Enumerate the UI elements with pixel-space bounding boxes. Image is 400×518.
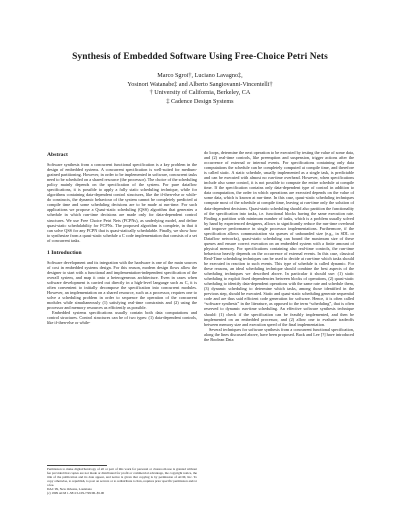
abstract-heading: Abstract xyxy=(47,152,68,158)
right-column xyxy=(204,150,354,342)
introduction-paragraph-1: Software development and its integration with the hardware is one of the main sources of cost in embedded systems design. For this reason, modern design flows allow the designer to start with a functional and implementation-independent specification of the overall system, and map it onto a heterogeneous architecture. Even in cases when software development is carried out directly in a high-level language such as C, it is often convenient to initially decompose the specification into concurrent modules. However, an implementation on a shared resource, such as a processor, requires one to solve a scheduling problem in order to sequence the operation of the concurrent modules while simultaneously (1) satisfying real-time constraints and (2) using the processor and memory resources as efficiently as possible. xyxy=(47,259,197,311)
copyright-footnote xyxy=(47,467,197,495)
author-line-1: Marco Sgroi†, Luciano Lavagno‡, xyxy=(157,72,243,79)
affiliation-berkeley: † University of California, Berkeley, CA xyxy=(149,89,251,97)
author-line-2: Yosinori Watanabe‡ and Alberto Sangiovanni-Vincentelli† xyxy=(127,80,273,88)
paper-title: Synthesis of Embedded Software Using Free-Choice Petri Nets xyxy=(72,52,328,62)
introduction-section xyxy=(47,250,197,326)
footnote-conference: DAC 99, New Orleans, Louisiana xyxy=(47,487,92,491)
introduction-heading: 1 Introduction xyxy=(47,249,82,256)
footnote-permission: Permission to make digital/hardcopy of all or part of this work for personal or classroom use is granted without fee provided that copies are not made or distributed for profit or commercial advantage, the copyright notice, the title of the publication and its date appear, and notice is given that copying is by permission of ACM, Inc. To copy otherwise, to republish, to post on servers or to redistribute to lists, requires prior specific permission and/or a fee. xyxy=(47,467,197,487)
abstract-section xyxy=(47,152,197,243)
abstract-text: Software synthesis from a concurrent functional specification is a key problem in the design of embedded systems. A concurrent specification is well-suited for medium-grained partitioning. However, in order to be implemented in software, concurrent tasks need to be scheduled on a shared resource (the processor). The choice of the scheduling policy mainly depends on the specification of the system. For pure dataflow specifications, it is possible to apply a fully static scheduling technique, while for algorithms containing data-dependent control structures, like the if-then-else or while-do constructs, the dynamic behaviour of the system cannot be completely predicted at compile time and some scheduling decisions are to be made at run-time. For such applications we propose a Quasi-static scheduling (QSS) algorithm that generates a schedule in which run-time decisions are made only for data-dependent control structures. We use Free Choice Petri Nets (FCPNs), as underlying model, and define quasi-static schedulability for FCPNs. The proposed algorithm is complete, in that it can solve QSS for any FCPN that is quasi-statically schedulable. Finally, we show how to synthesize from a quasi-static schedule a C code implementation that consists of a set of concurrent tasks. xyxy=(47,162,197,243)
footnote-copyright: (c) 1999 ACM 1-58113-109-7/99/06..$5.00 xyxy=(47,491,105,495)
left-column xyxy=(47,152,197,330)
footnote-rule xyxy=(47,465,107,466)
author-block xyxy=(20,72,380,106)
right-paragraph-1: do loops, determine the next operation to be executed by testing the value of some data, and (2) real-time controls, like preemption and suspension, trigger actions after the occurrence of external or internal events. For specifications containing only data computations the schedule can be completely computed at compile time, and therefore is called static. A static schedule, usually implemented as a single task, is predictable and can be executed with almost no run-time overhead. However, when specifications include also some control, it is not possible to compute the entire schedule at compile time. If the specification contains only data-dependent type of control in addition to data computation, the order in which operations are executed depends on the value of some data, which is known at run-time. In this case, quasi-static scheduling techniques compute most of the schedule at compile time, leaving at run-time only the solution of data-dependent decisions. Quasi-static scheduling should also partition the functionality of the specification into tasks, i.e. functional blocks having the same execution rate. Finding a partition with minimum number of tasks, which is a problem usually solved by hand by experienced designers, allows to significantly reduce the run-time overhead and improve performance in single processor implementations. Furthermore, if the specification allows communication via queues of unbounded size (e.g., in SDL or Dataflow networks), quasi-static scheduling can bound the maximum size of these queues and ensure correct execution on an embedded system with a finite amount of physical memory. For specifications containing also real-time controls, the run-time behaviour heavily depends on the occurrence of external events. In this case, classical Real-Time scheduling techniques can be used to decide at run-time which tasks should be executed in reaction to such events. This type of schedule is called dynamic. For these reasons, an ideal scheduling technique should combine the best aspects of the scheduling techniques we described above. In particular it should use: (1) static scheduling to exploit fixed dependencies between blocks of operations, (2) quasi-static scheduling to identify data-dependent operations with the same rate and schedule them, (3) dynamic scheduling to determine which tasks, among those identified in the previous step, should be executed. Static and quasi-static scheduling generate sequential code and are thus said efficient code generation for software. Hence, it is often called “software synthesis” in the literature, as opposed to the term “scheduling”, that is often reserved to dynamic run-time scheduling. An effective software synthesis technique should: (1) check if the specification can be feasibly implemented, and then be implemented on an embedded processor, and (2) allow one to evaluate tradeoffs between memory size and execution speed of the final implementation. xyxy=(204,150,354,327)
right-paragraph-2: Several techniques for software synthesis from a concurrent functional specification, along the lines discussed above, have been proposed. Buck and Lee [?] have introduced the Boolean Data xyxy=(204,326,354,342)
affiliation-cadence: ‡ Cadence Design Systems xyxy=(166,97,234,105)
introduction-paragraph-2: Embedded systems specifications usually contain both data computations and control structures. Control structures can be of two types: (1) data-dependent controls, like if-then-else or while- xyxy=(47,310,197,326)
